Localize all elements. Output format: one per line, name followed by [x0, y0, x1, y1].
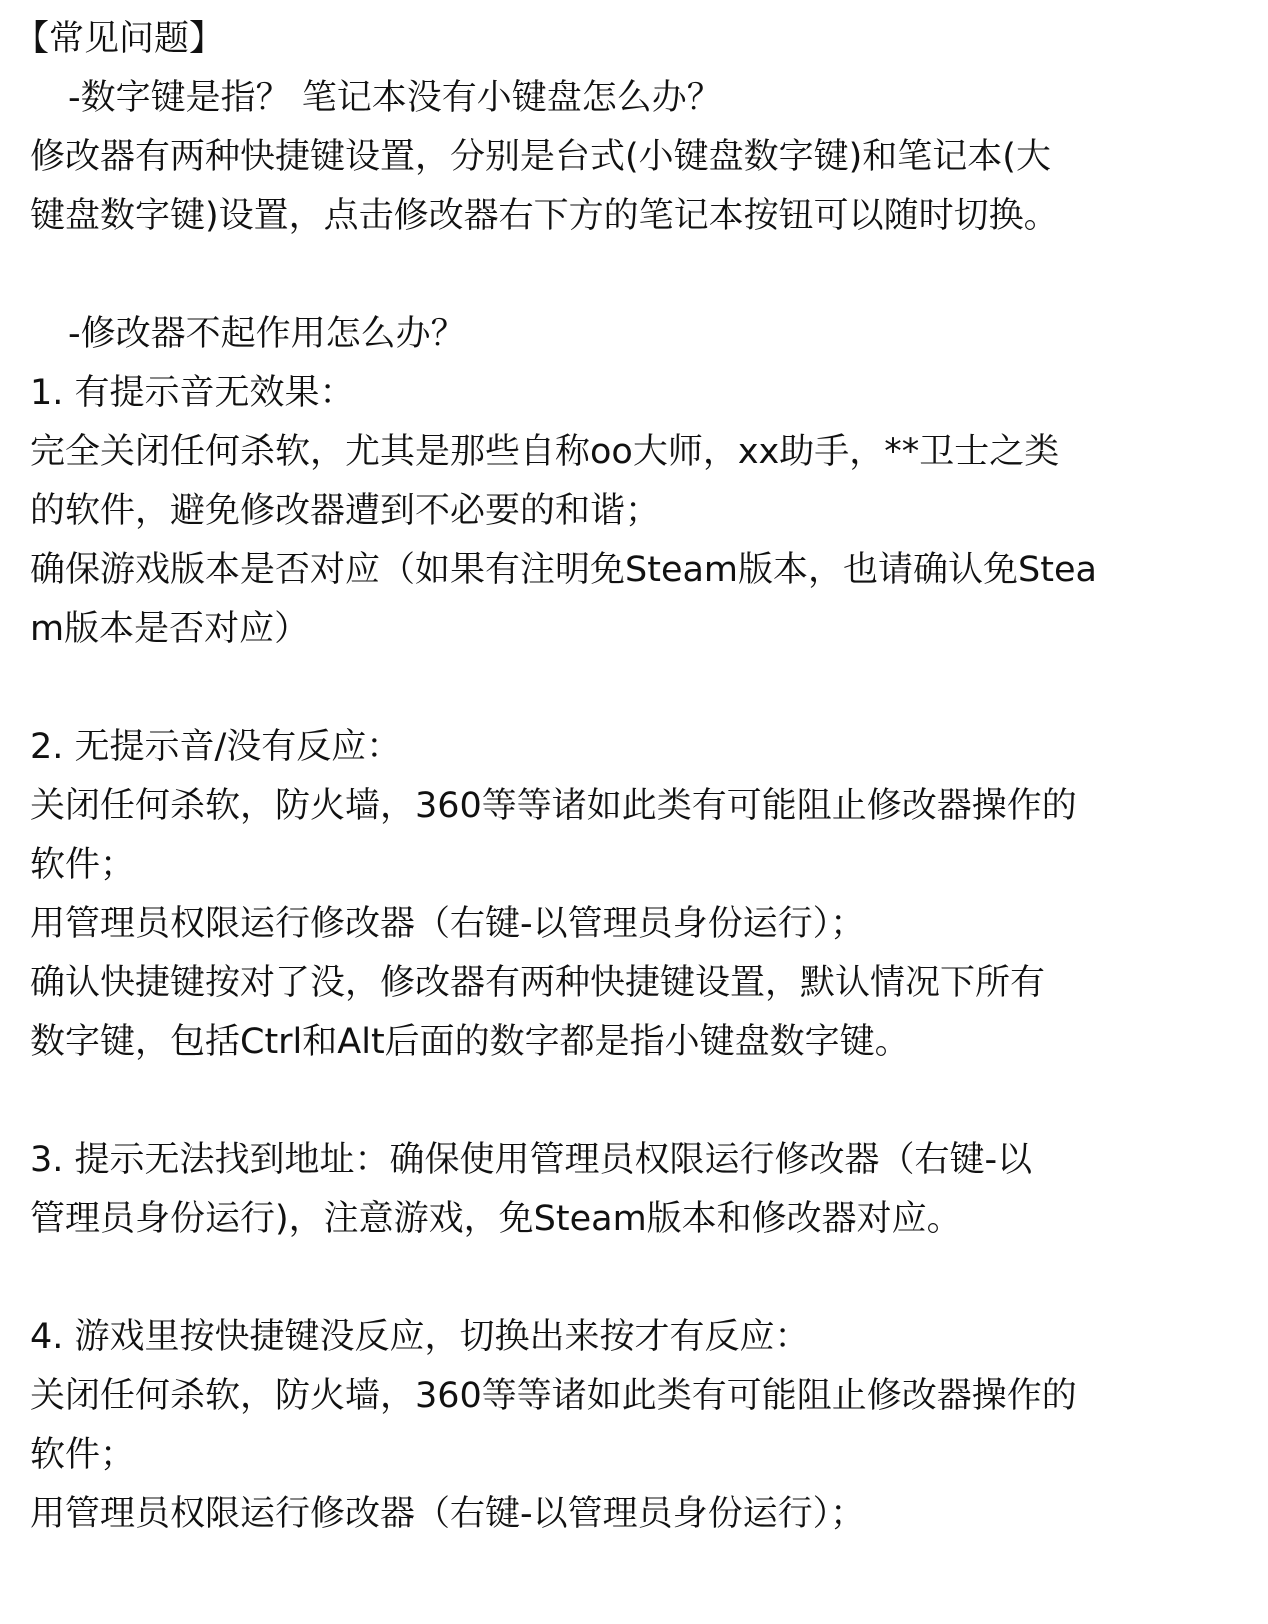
paragraph-line: 修改器有两种快捷键设置，分别是台式(小键盘数字键)和笔记本(大 [30, 137, 1051, 177]
paragraph-line: 确保游戏版本是否对应（如果有注明免Steam版本，也请确认免Stea [30, 550, 1097, 590]
item-label-2: 2. 无提示音/没有反应： [30, 727, 402, 767]
item-label-1: 1. 有提示音无效果： [30, 373, 355, 413]
paragraph-line: m版本是否对应） [30, 609, 310, 649]
paragraph-line: 软件； [30, 1435, 136, 1475]
item-label-4: 4. 游戏里按快捷键没反应，切换出来按才有反应： [30, 1317, 810, 1357]
spacer [30, 1249, 1245, 1308]
item-label-3: 3. 提示无法找到地址：确保使用管理员权限运行修改器（右键-以 [30, 1140, 1033, 1180]
paragraph-line: 确认快捷键按对了没，修改器有两种快捷键设置，默认情况下所有 [30, 963, 1046, 1003]
paragraph-line: 管理员身份运行)，注意游戏，免Steam版本和修改器对应。 [30, 1199, 962, 1239]
paragraph-line: 完全关闭任何杀软，尤其是那些自称oo大师，xx助手，**卫士之类 [30, 432, 1060, 472]
spacer [30, 659, 1245, 718]
paragraph-line: 数字键，包括Ctrl和Alt后面的数字都是指小键盘数字键。 [30, 1022, 910, 1062]
spacer [30, 246, 1245, 305]
paragraph-line: 的软件，避免修改器遭到不必要的和谐； [30, 491, 661, 531]
section-heading-numpad: -数字键是指？ 笔记本没有小键盘怎么办？ [68, 78, 722, 118]
page-title: 【常见问题】 [14, 19, 225, 59]
paragraph-line: 关闭任何杀软，防火墙，360等等诸如此类有可能阻止修改器操作的 [30, 1376, 1077, 1416]
faq-document [14, 10, 1245, 1544]
paragraph-line: 键盘数字键)设置，点击修改器右下方的笔记本按钮可以随时切换。 [30, 196, 1059, 236]
paragraph-line: 关闭任何杀软，防火墙，360等等诸如此类有可能阻止修改器操作的 [30, 786, 1077, 826]
paragraph-line: 用管理员权限运行修改器（右键-以管理员身份运行）； [30, 1494, 866, 1534]
paragraph-line: 软件； [30, 845, 136, 885]
section-heading-not-working: -修改器不起作用怎么办？ [68, 314, 466, 354]
paragraph-line: 用管理员权限运行修改器（右键-以管理员身份运行）； [30, 904, 866, 944]
spacer [30, 1072, 1245, 1131]
